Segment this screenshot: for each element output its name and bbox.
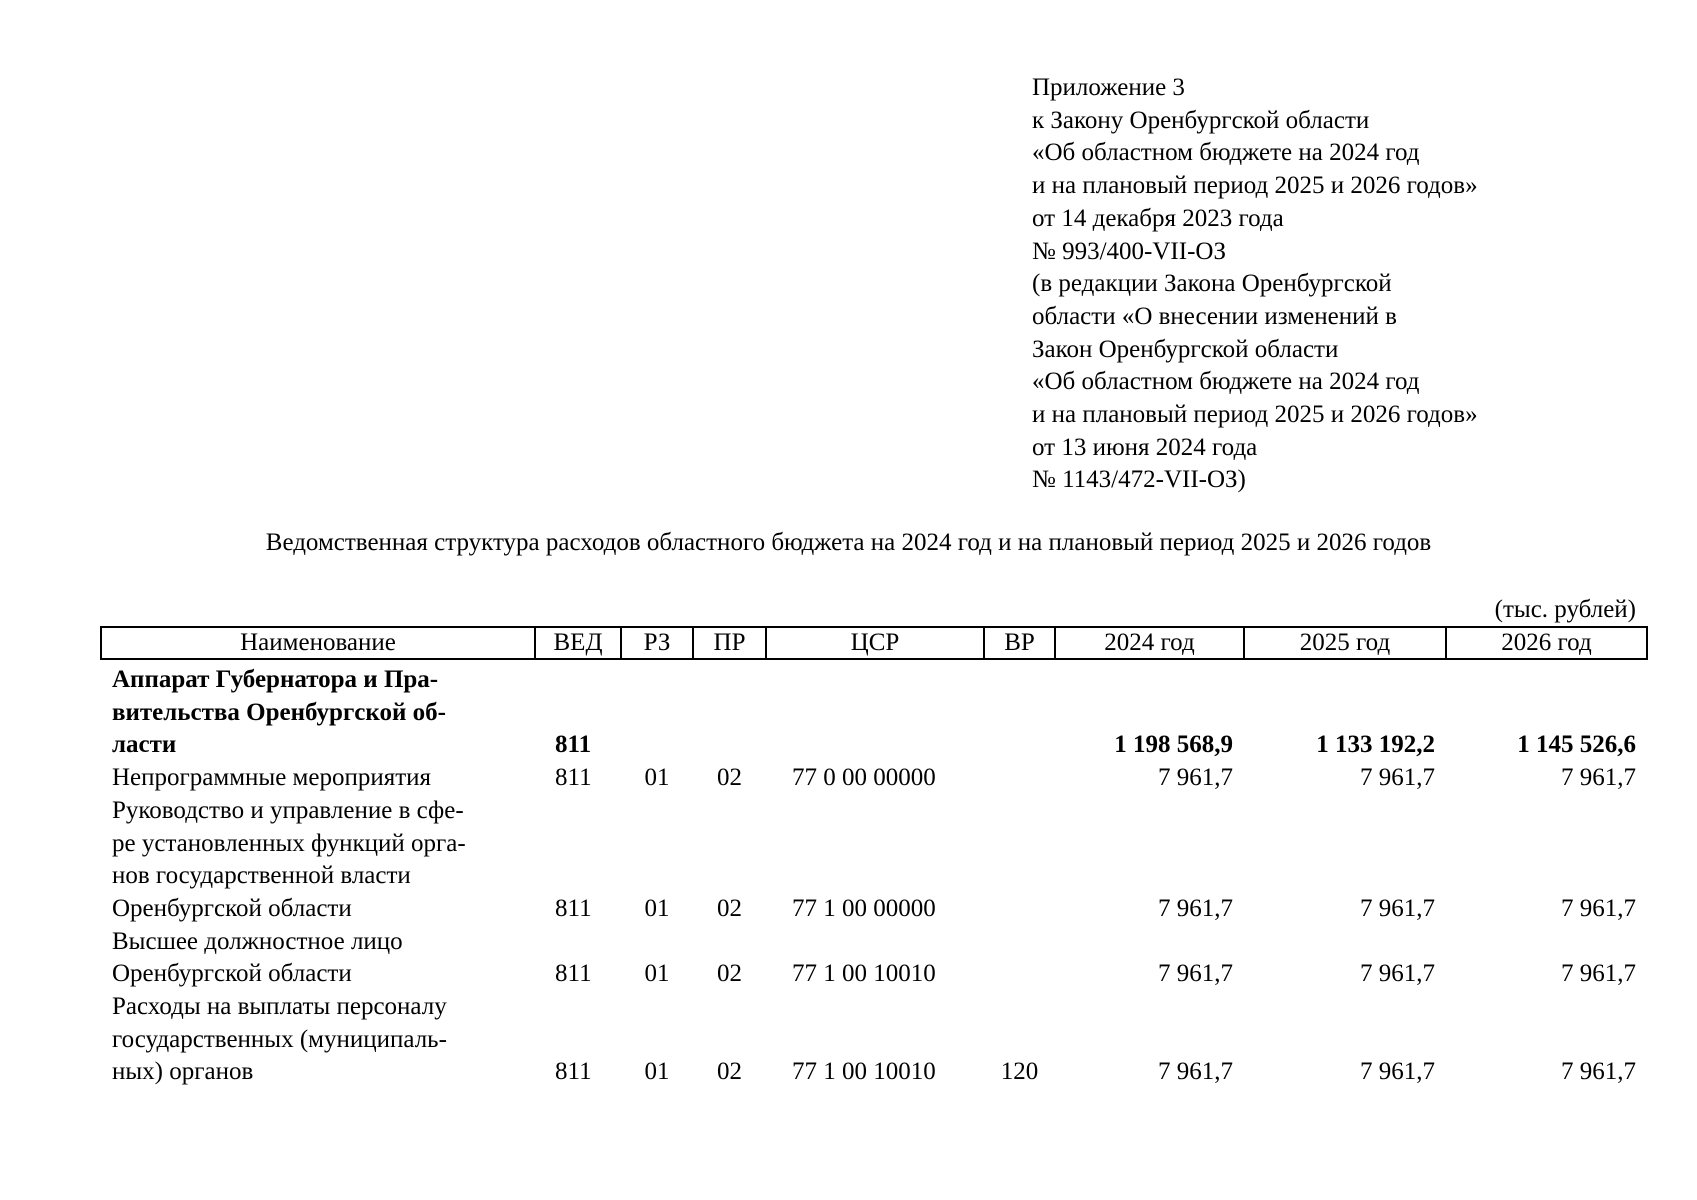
cell-csr: 77 1 00 10010 bbox=[792, 1058, 936, 1086]
appendix-line: «Об областном бюджете на 2024 год bbox=[1032, 368, 1420, 396]
appendix-line: от 14 декабря 2023 года bbox=[1032, 204, 1284, 232]
table-row bbox=[101, 991, 1647, 1089]
cell-2024: 7 961,7 bbox=[1158, 764, 1233, 792]
table-row bbox=[101, 659, 1647, 762]
cell-2025: 7 961,7 bbox=[1360, 894, 1435, 922]
cell-ved: 811 bbox=[555, 764, 592, 792]
cell-vr: 120 bbox=[1000, 1058, 1039, 1086]
cell-name bbox=[101, 659, 535, 762]
cell-vr bbox=[984, 926, 1055, 991]
cell-2026: 7 961,7 bbox=[1561, 894, 1636, 922]
cell-2026: 7 961,7 bbox=[1561, 1058, 1636, 1086]
cell-pr: 02 bbox=[717, 894, 742, 922]
cell-rz bbox=[621, 659, 693, 762]
cell-name-line: Руководство и управление в сфе- bbox=[112, 796, 464, 824]
cell-2024: 7 961,7 bbox=[1158, 894, 1233, 922]
cell-2025: 7 961,7 bbox=[1360, 764, 1435, 792]
cell-csr: 77 1 00 10010 bbox=[792, 960, 936, 988]
appendix-line: и на плановый период 2025 и 2026 годов» bbox=[1032, 172, 1478, 200]
header-vr: ВР bbox=[984, 627, 1055, 659]
cell-name-line: ре установленных функций орга- bbox=[112, 829, 466, 857]
appendix-line: и на плановый период 2025 и 2026 годов» bbox=[1032, 401, 1478, 429]
appendix-block bbox=[1032, 72, 1478, 497]
units-label: (тыс. рублей) bbox=[1494, 596, 1636, 623]
cell-csr bbox=[766, 659, 984, 762]
header-pr: ПР bbox=[693, 627, 766, 659]
cell-rz: 01 bbox=[644, 764, 670, 792]
table-row bbox=[101, 795, 1647, 926]
cell-vr bbox=[984, 795, 1055, 926]
header-2025: 2025 год bbox=[1244, 627, 1446, 659]
cell-name-line: вительства Оренбургской об- bbox=[112, 698, 446, 726]
cell-2025: 7 961,7 bbox=[1360, 1058, 1435, 1086]
cell-name bbox=[101, 926, 535, 991]
header-ved: ВЕД bbox=[535, 627, 621, 659]
cell-name bbox=[101, 762, 535, 795]
cell-name-line: Расходы на выплаты персоналу bbox=[112, 993, 447, 1021]
cell-name-line: нов государственной власти bbox=[112, 862, 411, 890]
cell-csr: 77 0 00 00000 bbox=[792, 764, 936, 792]
appendix-line: Приложение 3 bbox=[1032, 74, 1185, 101]
cell-ved: 811 bbox=[555, 894, 592, 922]
cell-vr bbox=[984, 659, 1055, 762]
appendix-line: Закон Оренбургской области bbox=[1032, 335, 1339, 363]
cell-name-line: ласти bbox=[112, 731, 177, 759]
appendix-line: области «О внесении изменений в bbox=[1032, 302, 1397, 330]
cell-rz: 01 bbox=[644, 1058, 670, 1086]
header-rz: РЗ bbox=[621, 627, 693, 659]
appendix-line: № 1143/472-VII-ОЗ) bbox=[1032, 466, 1246, 494]
cell-2025: 7 961,7 bbox=[1360, 960, 1435, 988]
cell-2025: 1 133 192,2 bbox=[1316, 731, 1435, 759]
header-2024: 2024 год bbox=[1055, 627, 1244, 659]
table-body bbox=[101, 659, 1647, 1089]
cell-ved: 811 bbox=[555, 960, 592, 988]
cell-csr: 77 1 00 00000 bbox=[792, 894, 936, 922]
table-header-row bbox=[101, 627, 1647, 659]
cell-name bbox=[101, 991, 535, 1089]
cell-name-line: Оренбургской области bbox=[112, 960, 352, 988]
cell-2024: 7 961,7 bbox=[1158, 960, 1233, 988]
appendix-line: (в редакции Закона Оренбургской bbox=[1032, 270, 1392, 298]
cell-name bbox=[101, 795, 535, 926]
cell-name-line: Высшее должностное лицо bbox=[112, 927, 403, 955]
cell-2026: 7 961,7 bbox=[1561, 960, 1636, 988]
cell-2026: 1 145 526,6 bbox=[1517, 731, 1636, 759]
cell-name-line: Аппарат Губернатора и Пра- bbox=[112, 666, 439, 693]
header-name: Наименование bbox=[101, 627, 535, 659]
cell-pr: 02 bbox=[717, 764, 742, 792]
header-csr: ЦСР bbox=[766, 627, 984, 659]
cell-pr bbox=[693, 659, 766, 762]
cell-2024: 7 961,7 bbox=[1158, 1058, 1233, 1086]
cell-name-line: Оренбургской области bbox=[112, 894, 352, 922]
table-row bbox=[101, 926, 1647, 991]
table-row bbox=[101, 762, 1647, 795]
cell-name-line: государственных (муниципаль- bbox=[112, 1025, 447, 1053]
cell-rz: 01 bbox=[644, 960, 670, 988]
cell-pr: 02 bbox=[717, 1058, 742, 1086]
header-2026: 2026 год bbox=[1446, 627, 1647, 659]
cell-name-line: Непрограммные мероприятия bbox=[112, 764, 432, 792]
cell-2024: 1 198 568,9 bbox=[1114, 731, 1233, 759]
appendix-line: к Закону Оренбургской области bbox=[1032, 106, 1370, 134]
cell-2026: 7 961,7 bbox=[1561, 764, 1636, 792]
document-title: Ведомственная структура расходов областного бюджета на 2024 год и на плановый период 2025 и 2026 годов bbox=[265, 529, 1432, 556]
cell-vr bbox=[984, 762, 1055, 795]
appendix-line: от 13 июня 2024 года bbox=[1032, 433, 1258, 461]
cell-name-line: ных) органов bbox=[112, 1058, 254, 1086]
cell-ved: 811 bbox=[555, 731, 592, 759]
cell-ved: 811 bbox=[555, 1058, 592, 1086]
budget-table bbox=[100, 626, 1648, 1089]
cell-rz: 01 bbox=[644, 894, 670, 922]
appendix-line: «Об областном бюджете на 2024 год bbox=[1032, 139, 1420, 167]
cell-pr: 02 bbox=[717, 960, 742, 988]
appendix-line: № 993/400-VII-ОЗ bbox=[1032, 237, 1226, 265]
